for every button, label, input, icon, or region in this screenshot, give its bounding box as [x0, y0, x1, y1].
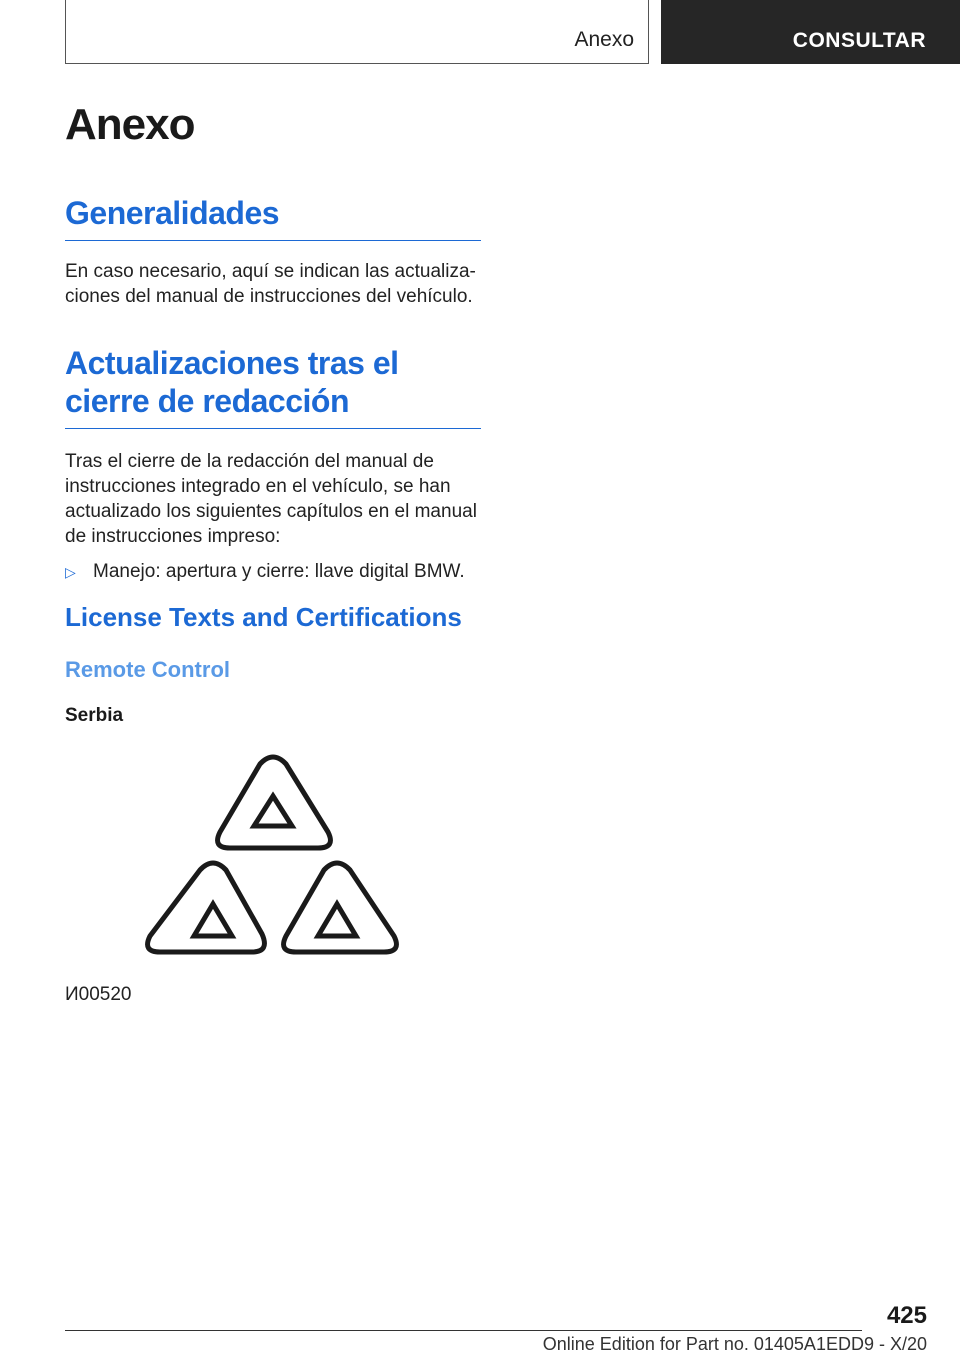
- country-heading: Serbia: [65, 705, 124, 726]
- section-license: [65, 602, 495, 727]
- actualizaciones-line-1: Tras el cierre de la redacción del manual de: [65, 451, 434, 472]
- generalidades-line-1: En caso necesario, aquí se indican las actualiza-: [65, 261, 476, 282]
- tab-consultar-label: CONSULTAR: [792, 29, 926, 52]
- footer-edition: Online Edition for Part no. 01405A1EDD9 - X/20: [542, 1334, 927, 1354]
- section-generalidades: [65, 194, 481, 309]
- section-actualizaciones: [65, 344, 481, 585]
- actualizaciones-line-2: instrucciones integrado en el vehículo, se han: [65, 476, 451, 497]
- list-item: [65, 559, 481, 585]
- serbia-certification-mark-icon: [140, 752, 410, 968]
- page-title: Anexo: [65, 100, 195, 149]
- list-item-text: Manejo: apertura y cierre: llave digital BMW.: [93, 561, 465, 582]
- actualizaciones-line-3: actualizado los siguientes capítulos en el manual: [65, 501, 477, 522]
- license-heading: License Texts and Certifications: [65, 602, 462, 632]
- header-section-label: Anexo: [574, 28, 634, 51]
- footer-divider: [65, 1330, 862, 1331]
- page-number: 425: [886, 1302, 927, 1329]
- generalidades-line-2: ciones del manual de instrucciones del vehículo.: [65, 286, 473, 307]
- triangle-bullet-icon: ▷: [65, 564, 76, 580]
- actualizaciones-heading-line-2: cierre de redacción: [65, 383, 349, 419]
- actualizaciones-line-4: de instrucciones impreso:: [65, 526, 281, 547]
- remote-control-heading: Remote Control: [65, 657, 230, 682]
- actualizaciones-heading-line-1: Actualizaciones tras el: [65, 345, 399, 381]
- actualizaciones-heading: [65, 344, 481, 429]
- figure-code: И00520: [65, 984, 132, 1005]
- header-frame: [65, 0, 649, 64]
- generalidades-heading: Generalidades: [65, 194, 481, 241]
- tab-consultar[interactable]: [661, 0, 960, 64]
